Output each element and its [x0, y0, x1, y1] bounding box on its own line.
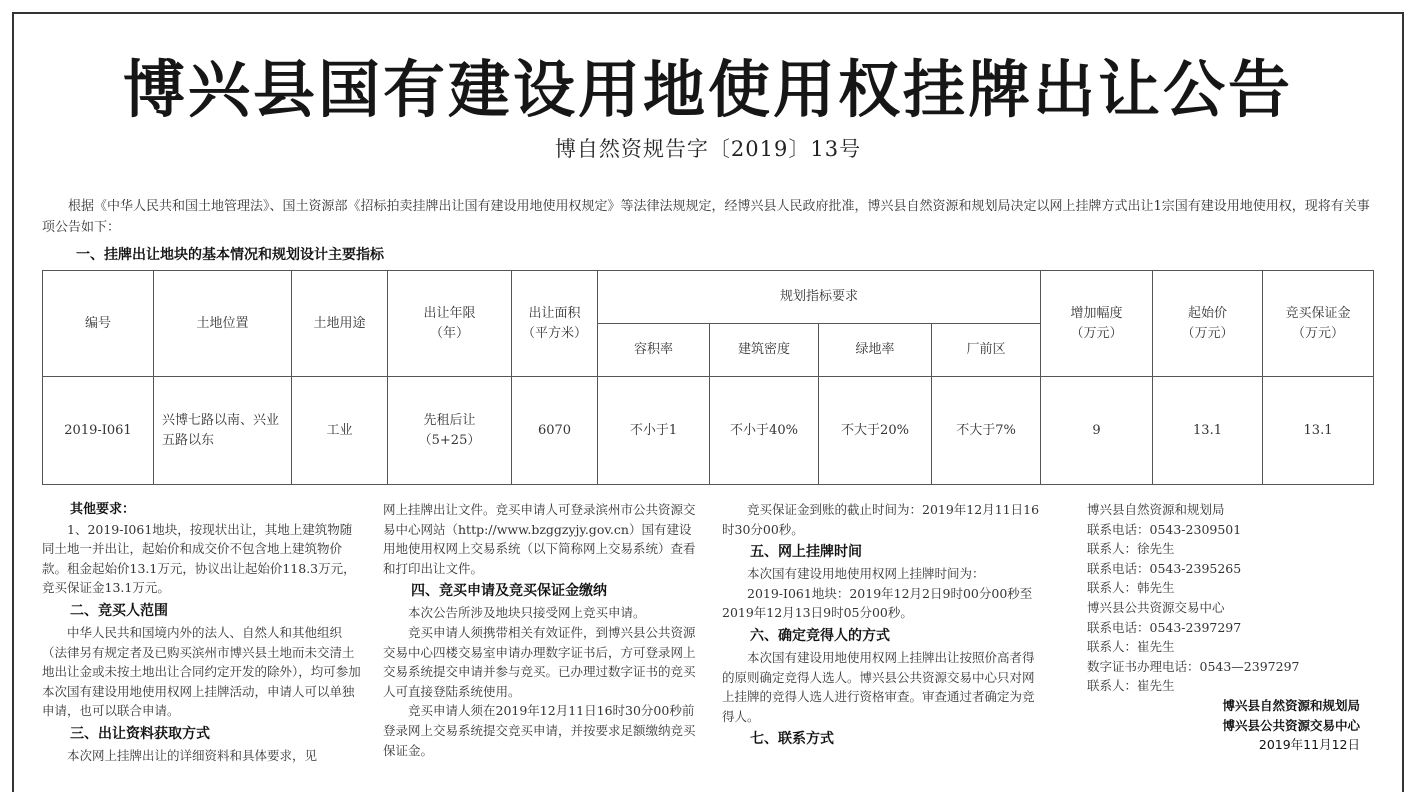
section3-continued: 网上挂牌出让文件。竞买申请人可登录滨州市公共资源交易中心网站（http://www.bzggzyjy.gov.cn）国有建设用地使用权网上交易系统（以下简称网上交易系统）查看和打印出让文件。 [383, 502, 696, 576]
section2-text: 中华人民共和国境内外的法人、自然人和其他组织（法律另有规定者及已购买滨州市博兴县土地而未交清土地出让金或未按土地出让合同约定开发的除外），均可参加本次国有建设用地使用权网上挂牌活动，申请人可以单独申请，也可以联合申请。 [42, 624, 361, 719]
document-number: 博自然资规告字〔2019〕13号 [554, 137, 862, 161]
other-requirements-text: 1、2019-I061地块，按现状出让，其地上建筑物随同土地一并出让，起始价和成交价不包含地上建筑物价款。租金起始价13.1万元，协议出让起始价118.3万元，竞买保证金13.1万元。 [42, 521, 356, 596]
section1-heading: 一、挂牌出让地块的基本情况和规划设计主要指标 [76, 247, 384, 263]
section7-heading: 七、联系方式 [750, 731, 834, 748]
header-area: 出让面积 （平方米） [512, 271, 598, 377]
section4-para3: 竞买申请人须在2019年12月11日16时30分00秒前登录网上交易系统提交竞买申请，并按要求足额缴纳竞买保证金。 [383, 703, 696, 758]
header-use: 土地用途 [292, 271, 388, 377]
section3-heading: 三、出让资料获取方式 [70, 725, 210, 742]
cell-term: 先租后让 （5+25） [388, 377, 512, 485]
signer-bureau: 博兴县自然资源和规划局 [1222, 697, 1360, 713]
cell-increment: 9 [1041, 377, 1153, 485]
section4-heading: 四、竞买申请及竞买保证金缴纳 [411, 583, 607, 600]
header-term: 出让年限 （年） [388, 271, 512, 377]
header-start-price: 起始价 （万元） [1153, 271, 1263, 377]
column-4-contacts [1087, 500, 1372, 755]
section5-para1: 本次国有建设用地使用权网上挂牌时间为： [747, 566, 985, 582]
section5-para2: 2019-I061地块：2019年12月2日9时00分00秒至2019年12月13日9时05分00秒。 [722, 585, 1033, 621]
header-id: 编号 [43, 271, 154, 377]
cell-green: 不大于20% [819, 377, 932, 485]
contact-line: 数字证书办理电话：0543—2397297 [1087, 658, 1300, 674]
cell-area: 6070 [512, 377, 598, 485]
cell-location: 兴博七路以南、兴业五路以东 [154, 377, 292, 485]
cell-front: 不大于7% [932, 377, 1041, 485]
column-3 [722, 500, 1042, 751]
cell-density: 不小于40% [710, 377, 819, 485]
header-increment: 增加幅度 （万元） [1041, 271, 1153, 377]
contact-line: 博兴县公共资源交易中心 [1087, 599, 1225, 615]
contact-line: 博兴县自然资源和规划局 [1087, 502, 1225, 517]
section6-text: 本次国有建设用地使用权网上挂牌出让按照价高者得的原则确定竞得人选人。博兴县公共资源交易中心只对网上挂牌的竞得人选人进行资格审查。审查通过者确定为竞得人。 [722, 649, 1035, 724]
section2-heading: 二、竞买人范围 [70, 602, 168, 619]
section4-para2: 竞买申请人须携带相关有效证件，到博兴县公共资源交易中心四楼交易室申请办理数字证书后，方可登录网上交易系统提交申请并参与竞买。已办理过数字证书的竞买人可直接登陆系统使用。 [383, 624, 696, 699]
header-deposit: 竞买保证金 （万元） [1263, 271, 1374, 377]
section6-heading: 六、确定竞得人的方式 [750, 627, 890, 644]
header-far: 容积率 [598, 324, 710, 377]
cell-start-price: 13.1 [1153, 377, 1263, 485]
other-requirements-heading: 其他要求： [70, 502, 136, 517]
deposit-deadline-text: 竞买保证金到账的截止时间为：2019年12月11日16时30分00秒。 [722, 502, 1040, 537]
signer-center: 博兴县公共资源交易中心 [1222, 717, 1360, 733]
contact-line: 联系人：徐先生 [1087, 541, 1175, 557]
intro-paragraph: 根据《中华人民共和国土地管理法》、国土资源部《招标拍卖挂牌出让国有建设用地使用权规定》等法律法规规定，经博兴县人民政府批准，博兴县自然资源和规划局决定以网上挂牌方式出让1宗国有建设用地使用权，现将有关事项公告如下： [42, 199, 1370, 235]
column-2 [383, 500, 701, 760]
header-planning: 规划指标要求 [598, 271, 1041, 324]
signature-date: 2019年11月12日 [1258, 737, 1360, 753]
contact-line: 联系电话：0543-2395265 [1087, 560, 1242, 576]
header-location: 土地位置 [154, 271, 292, 377]
contact-line: 联系人：崔先生 [1087, 678, 1175, 694]
cell-use: 工业 [292, 377, 388, 485]
announcement-title: 博兴县国有建设用地使用权挂牌出让公告 [122, 53, 1293, 126]
header-front: 厂前区 [932, 324, 1041, 377]
header-green: 绿地率 [819, 324, 932, 377]
contact-line: 联系电话：0543-2397297 [1087, 619, 1242, 635]
column-1 [42, 500, 362, 766]
cell-deposit: 13.1 [1263, 377, 1374, 485]
contact-line: 联系人：崔先生 [1087, 639, 1175, 655]
section4-para1: 本次公告所涉及地块只接受网上竞买申请。 [408, 605, 646, 621]
land-plot-table [42, 270, 1374, 485]
section3-text: 本次网上挂牌出让的详细资料和具体要求，见 [67, 747, 318, 763]
cell-id: 2019-I061 [43, 377, 154, 485]
cell-far: 不小于1 [598, 377, 710, 485]
table-row [43, 377, 1374, 485]
contact-line: 联系人：韩先生 [1087, 580, 1175, 596]
contact-line: 联系电话：0543-2309501 [1087, 521, 1242, 537]
header-density: 建筑密度 [710, 324, 819, 377]
section5-heading: 五、网上挂牌时间 [750, 544, 862, 561]
